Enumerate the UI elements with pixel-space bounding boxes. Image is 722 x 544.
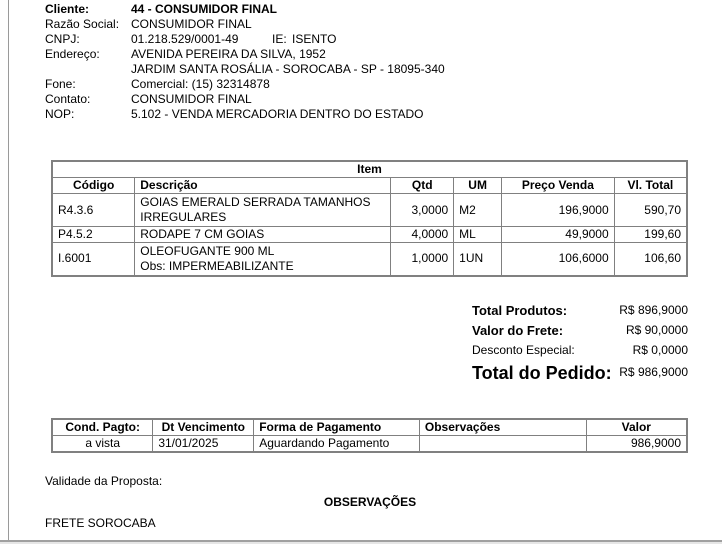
item-descricao-line: GOIAS EMERALD SERRADA TAMANHOS [140, 195, 371, 209]
header-um: UM [454, 178, 502, 194]
ie-value: ISENTO [292, 32, 337, 46]
header-cond-pagto: Cond. Pagto: [52, 419, 153, 436]
item-descricao-line: RODAPE 7 CM GOIAS [140, 227, 265, 241]
razao-social-label: Razão Social: [45, 17, 120, 31]
header-qtd: Qtd [391, 178, 454, 194]
items-table-title: Item [52, 161, 687, 178]
total-pedido-row [472, 363, 688, 389]
total-produtos-value: R$ 896,9000 [619, 303, 688, 317]
razao-social-value: CONSUMIDOR FINAL [131, 17, 252, 31]
header-forma-pagamento: Forma de Pagamento [254, 419, 420, 436]
contato-label: Contato: [45, 92, 91, 106]
totals-block [472, 303, 688, 389]
client-label: Cliente: [45, 2, 90, 16]
cnpj-value: 01.218.529/0001-49 [131, 32, 239, 46]
valor-frete-label: Valor do Frete: [472, 323, 564, 338]
item-qtd: 1,0000 [391, 243, 454, 276]
item-codigo: R4.3.6 [52, 194, 135, 227]
desconto-value: R$ 0,0000 [632, 343, 688, 357]
valor-frete-row [472, 323, 688, 343]
endereco-line2-value: JARDIM SANTA ROSÁLIA - SOROCABA - SP - 18095-340 [131, 62, 445, 76]
payment-vencimento: 31/01/2025 [153, 436, 254, 453]
endereco-label: Endereço: [45, 47, 100, 61]
item-qtd: 3,0000 [391, 194, 454, 227]
observacoes-text: FRETE SOROCABA [45, 516, 156, 530]
payment-obs [419, 436, 586, 453]
cnpj-label: CNPJ: [45, 32, 80, 46]
total-pedido-label: Total do Pedido: [472, 363, 612, 383]
header-valor: Valor [586, 419, 687, 436]
item-total: 199,60 [614, 227, 687, 243]
header-preco-venda: Preço Venda [502, 178, 615, 194]
valor-frete-value: R$ 90,0000 [625, 323, 688, 337]
table-row [52, 227, 687, 243]
desconto-row [472, 343, 688, 363]
desconto-label: Desconto Especial: [472, 343, 575, 357]
header-dt-vencimento: Dt Vencimento [153, 419, 254, 436]
table-row [52, 194, 687, 227]
table-row [52, 243, 687, 276]
items-table [51, 160, 688, 277]
item-total: 106,60 [614, 243, 687, 276]
total-produtos-label: Total Produtos: [472, 303, 568, 318]
payment-cond: a vista [52, 436, 153, 453]
item-descricao-line: Obs: IMPERMEABILIZANTE [140, 258, 294, 273]
item-descricao [135, 243, 391, 276]
total-produtos-row [472, 303, 688, 323]
item-descricao-line: OLEOFUGANTE 900 ML [140, 243, 275, 258]
item-um: ML [454, 227, 502, 243]
validade-proposta-label: Validade da Proposta: [45, 474, 163, 488]
payment-valor: 986,9000 [586, 436, 687, 453]
item-um: M2 [454, 194, 502, 227]
item-descricao [135, 227, 391, 243]
header-observacoes: Observações [419, 419, 586, 436]
item-descricao [135, 194, 391, 227]
items-title-row [52, 161, 687, 178]
item-preco: 49,9000 [502, 227, 615, 243]
endereco-value: AVENIDA PEREIRA DA SILVA, 1952 [131, 47, 326, 61]
nop-value: 5.102 - VENDA MERCADORIA DENTRO DO ESTADO [131, 107, 424, 121]
items-header-row [52, 178, 687, 194]
item-descricao-line: IRREGULARES [140, 210, 227, 224]
item-codigo: I.6001 [52, 243, 135, 276]
item-preco: 196,9000 [502, 194, 615, 227]
fone-label: Fone: [45, 77, 76, 91]
table-row [52, 436, 687, 453]
observacoes-title: OBSERVAÇÕES [323, 495, 417, 509]
item-total: 590,70 [614, 194, 687, 227]
item-um: 1UN [454, 243, 502, 276]
item-codigo: P4.5.2 [52, 227, 135, 243]
item-preco: 106,6000 [502, 243, 615, 276]
payment-table [51, 418, 688, 453]
ie-label: IE: [272, 32, 287, 46]
item-qtd: 4,0000 [391, 227, 454, 243]
header-descricao: Descrição [135, 178, 391, 194]
contato-value: CONSUMIDOR FINAL [131, 92, 252, 106]
client-value: 44 - CONSUMIDOR FINAL [131, 2, 278, 16]
total-pedido-value: R$ 986,9000 [619, 365, 688, 379]
payment-forma: Aguardando Pagamento [254, 436, 420, 453]
left-border-line [8, 0, 9, 541]
payment-header-row [52, 419, 687, 436]
nop-label: NOP: [45, 107, 75, 121]
header-codigo: Código [52, 178, 135, 194]
header-vl-total: Vl. Total [614, 178, 687, 194]
fone-value: Comercial: (15) 32314878 [131, 77, 270, 91]
